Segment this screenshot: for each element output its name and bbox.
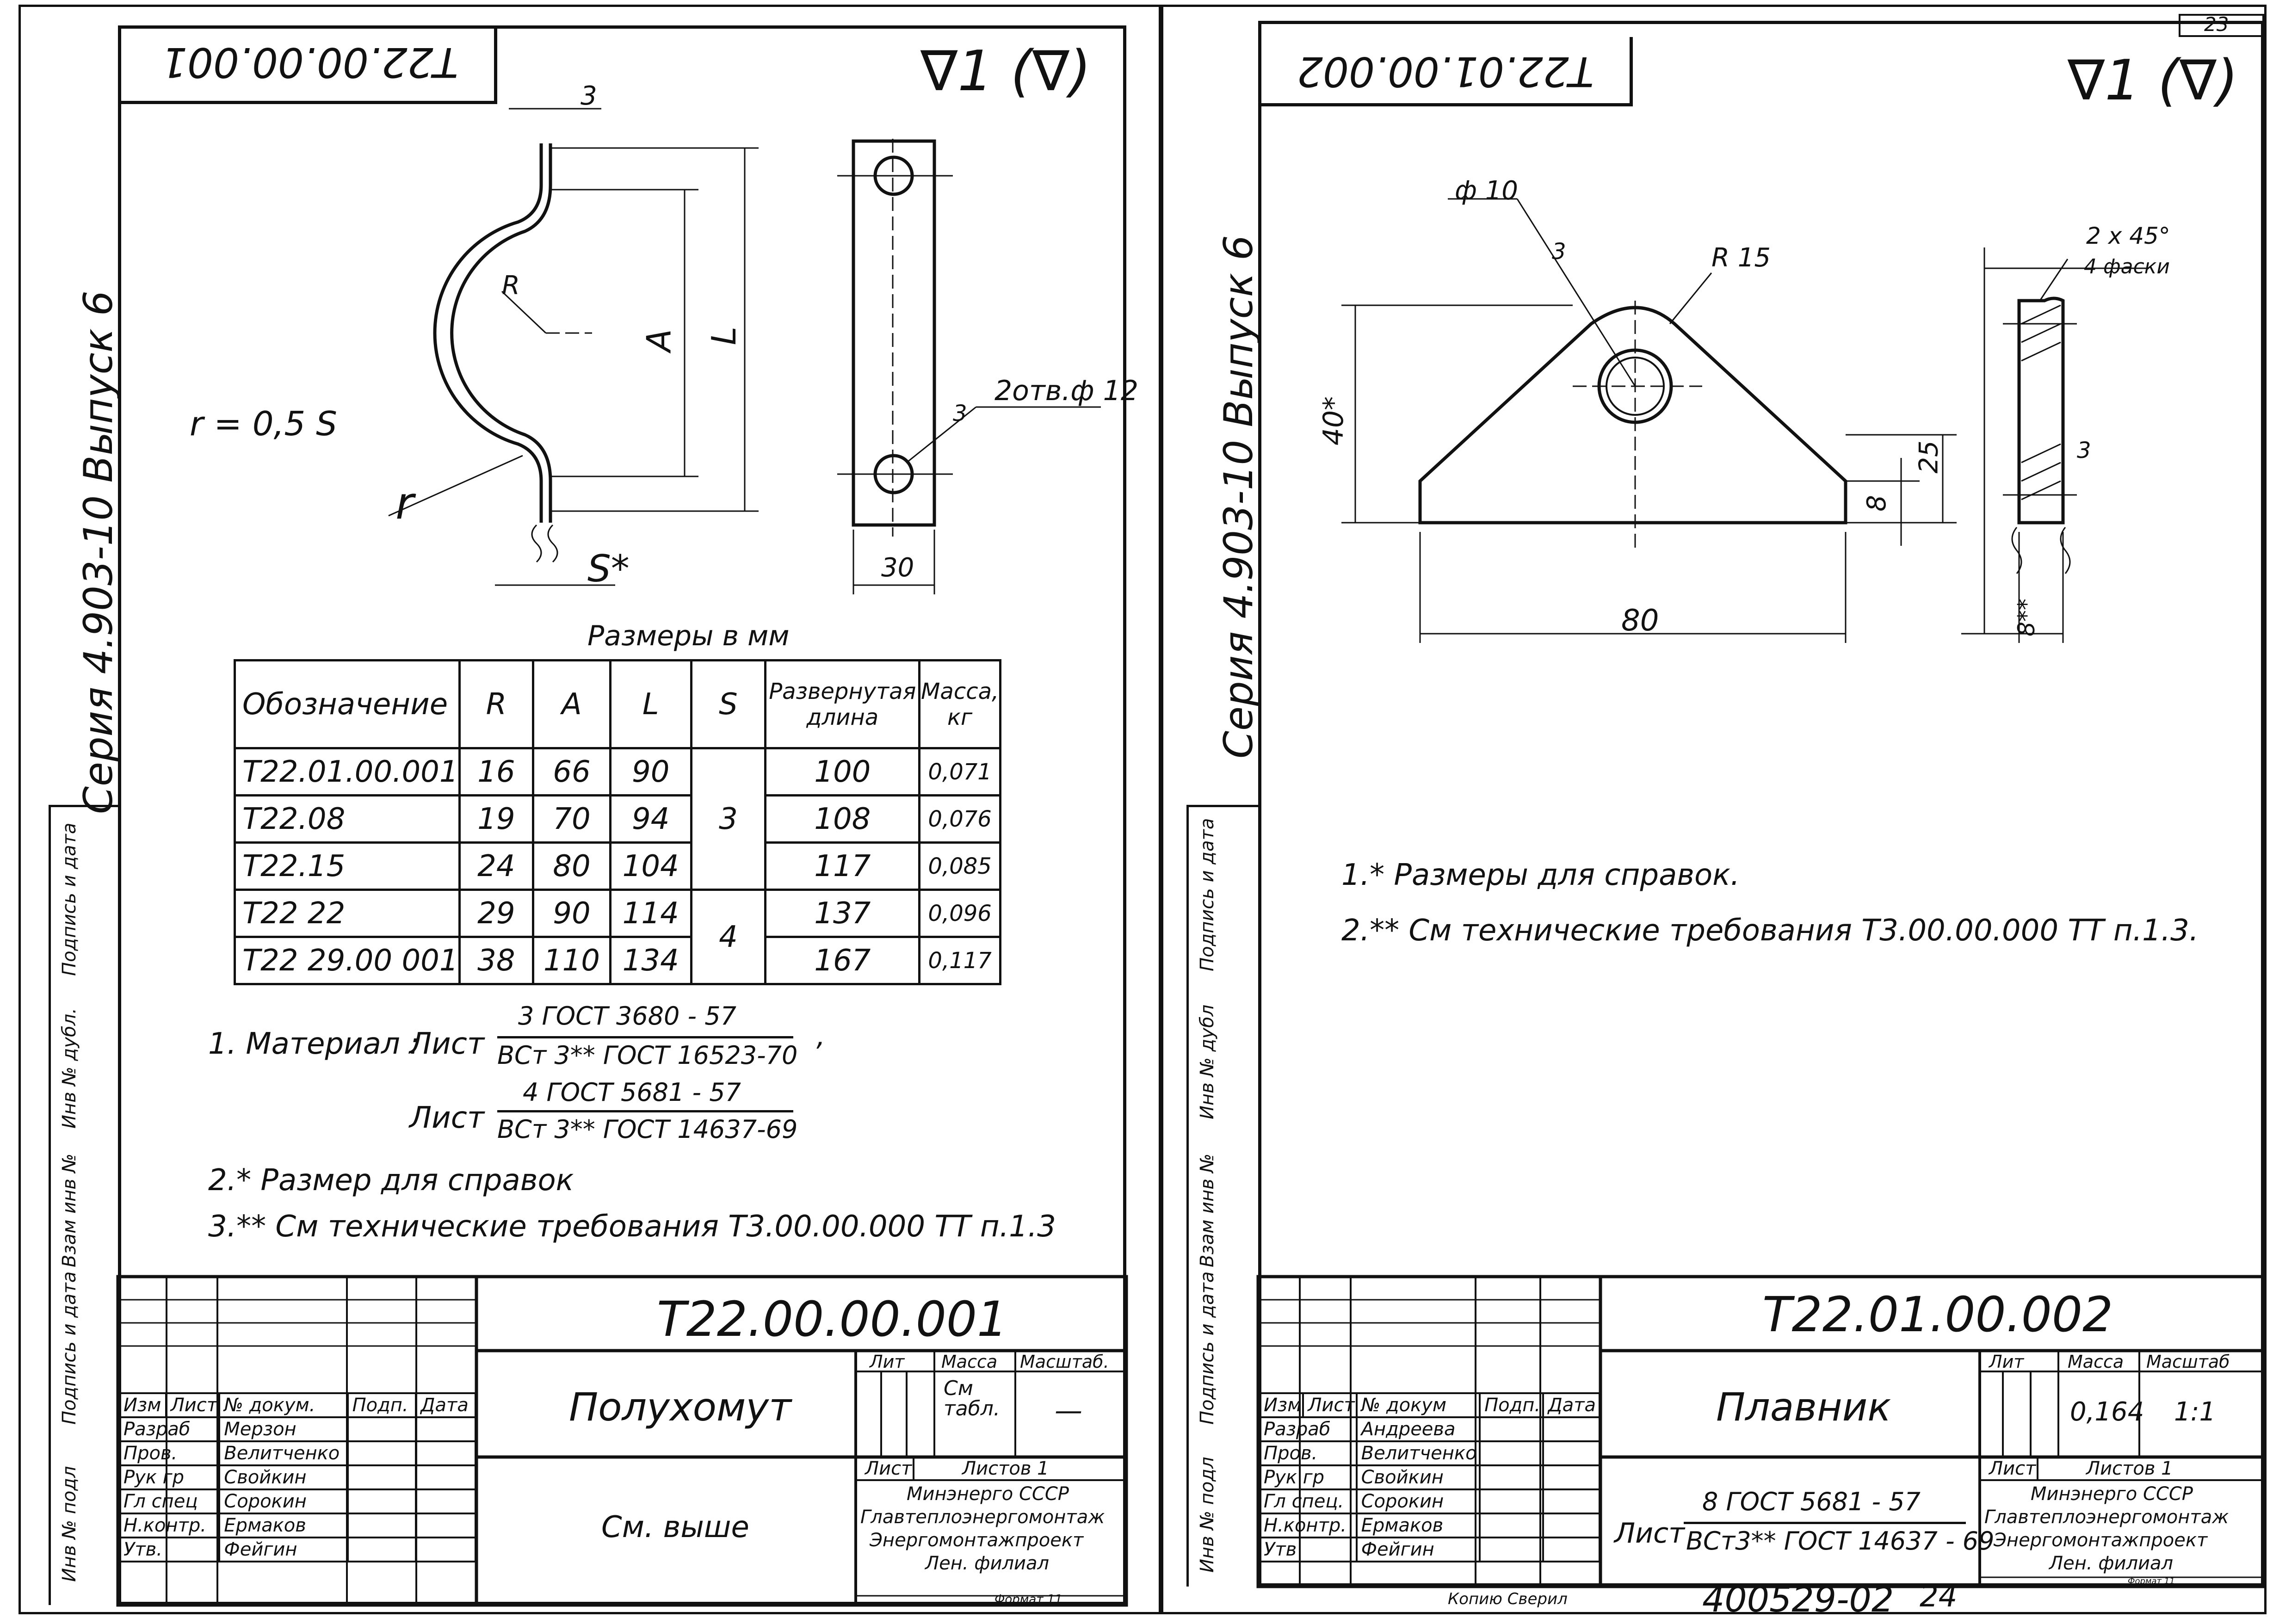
sig-date [1543, 1417, 1600, 1441]
cell: 0,117 [920, 937, 1001, 984]
left-side-label-0: Подпись и дата [59, 822, 80, 976]
right-roughness-3a: 3 [1552, 239, 1566, 265]
cell: 19 [459, 796, 533, 843]
th-L: L [610, 661, 691, 748]
right-roughness-mark: ∇1 (∇) [2068, 49, 2238, 113]
cell: 137 [766, 890, 920, 937]
right-rotated-code: Т22.01.00.002 [1297, 48, 1594, 95]
left-org-2: Энергомонтажпроект [870, 1530, 1084, 1551]
left-material-prefix: 1. Материал : [208, 1027, 420, 1061]
sig-person: Ермаков [219, 1513, 347, 1538]
th-length: Развернутая длина [766, 661, 920, 748]
sig-role: Пров. [119, 1441, 219, 1465]
sig-person: Сорокин [219, 1489, 347, 1513]
cell: 104 [610, 843, 691, 890]
cell: 0,085 [920, 843, 1001, 890]
cell: 0,076 [920, 796, 1001, 843]
cell: 167 [766, 937, 920, 984]
sig-mark [1480, 1489, 1543, 1513]
bottom-copied-by: Копию Сверил [1448, 1590, 1568, 1608]
sig-date [1543, 1489, 1600, 1513]
left-mass-value: См табл. [944, 1377, 1000, 1420]
cell: 80 [533, 843, 611, 890]
right-sheet-label: Лист [1989, 1458, 2036, 1479]
sig-person: Андреева [1357, 1417, 1480, 1441]
cell: 117 [766, 843, 920, 890]
sig-header: № докум [1357, 1393, 1480, 1417]
sig-role: Рук гр [1259, 1465, 1357, 1489]
sig-person: Мерзон [219, 1417, 347, 1441]
sig-person: Свойкин [219, 1465, 347, 1489]
sig-role: Разраб [1259, 1417, 1357, 1441]
bottom-inventory: 400529-02 [1702, 1579, 1894, 1620]
right-side-label-4: Инв № подл [1197, 1457, 1218, 1573]
sig-person: Ермаков [1357, 1513, 1480, 1538]
right-roughness-3b: 3 [2077, 438, 2091, 463]
sig-role: Утв. [119, 1538, 219, 1562]
bottom-sheet: 24 [1920, 1580, 1958, 1614]
left-org-3: Лен. филиал [925, 1553, 1050, 1574]
left-frac2-bottom: ВСт 3** ГОСТ 14637-69 [497, 1115, 798, 1144]
right-title-code: Т22.01.00.002 [1762, 1286, 2113, 1343]
cell: 0,096 [920, 890, 1001, 937]
left-formula: r = 0,5 S [190, 404, 337, 443]
left-sheet-word-1: Лист [409, 1027, 485, 1061]
cell: 114 [610, 890, 691, 937]
left-table-caption: Размеры в мм [587, 620, 790, 652]
sig-mark [1480, 1513, 1543, 1538]
right-mass-value: 0,164 [2070, 1397, 2144, 1427]
left-label-R: R [502, 271, 520, 301]
right-org-3: Лен. филиал [2049, 1553, 2174, 1574]
cell: 134 [610, 937, 691, 984]
left-sheet-label: Лист [865, 1458, 912, 1479]
sig-header: Лист [166, 1393, 220, 1417]
right-org-0: Минэнерго СССР [2031, 1483, 2193, 1505]
cell: 90 [533, 890, 611, 937]
left-title-material: См. выше [601, 1510, 749, 1544]
page-number: 23 [2204, 13, 2229, 36]
right-chamfer-note: 4 фаски [2084, 255, 2170, 278]
th-mass: Масса, кг [920, 661, 1001, 748]
cell: 24 [459, 843, 533, 890]
right-chamfer: 2 x 45° [2086, 222, 2170, 249]
cell: 108 [766, 796, 920, 843]
left-side-label-1: Инв № дубл. [59, 1008, 80, 1129]
left-sheet-word-2: Лист [409, 1101, 485, 1135]
sig-person: Фейгин [219, 1538, 347, 1562]
right-thickness: 8** [2013, 599, 2040, 636]
left-lit-label: Лит [870, 1352, 905, 1372]
right-frac-top: 8 ГОСТ 5681 - 57 [1702, 1487, 1921, 1516]
right-scale-label: Масштаб [2146, 1352, 2230, 1372]
left-scale-value: — [1055, 1395, 1082, 1427]
right-lit-label: Лит [1989, 1352, 2024, 1372]
sig-header: Изм [119, 1393, 166, 1417]
right-side-label-2: Взам инв № [1197, 1153, 1218, 1267]
left-frac2-top: 4 ГОСТ 5681 - 57 [523, 1078, 741, 1107]
right-side-label-3: Подпись и дата [1197, 1271, 1218, 1425]
left-label-L: L [704, 326, 744, 346]
sig-person: Свойкин [1357, 1465, 1480, 1489]
left-frac1-top: 3 ГОСТ 3680 - 57 [518, 1001, 736, 1031]
right-dim-25: 25 [1914, 440, 1944, 474]
left-note-3: 3.** См технические требования Т3.00.00.000 ТТ п.1.3 [208, 1210, 1056, 1244]
left-frac1-bottom: ВСт 3** ГОСТ 16523-70 [497, 1041, 798, 1070]
left-label-S: S* [587, 547, 630, 590]
left-format: Формат 11 [994, 1593, 1062, 1606]
cell: 70 [533, 796, 611, 843]
cell: 16 [459, 748, 533, 796]
sig-header: № докум. [219, 1393, 347, 1417]
right-mass-label: Масса [2068, 1352, 2124, 1372]
left-sheets-label: Листов 1 [962, 1458, 1049, 1479]
sig-date [1543, 1538, 1600, 1562]
sig-role: Гл спец. [1259, 1489, 1357, 1513]
cell: 38 [459, 937, 533, 984]
right-dim-8: 8 [1861, 495, 1892, 512]
left-mass-label: Масса [941, 1352, 998, 1372]
right-side-label-0: Подпись и дата [1197, 818, 1218, 971]
right-width-80: 80 [1621, 604, 1659, 638]
th-designation: Обозначение [235, 661, 460, 748]
left-side-label-3: Подпись и дата [59, 1271, 80, 1425]
cell-s-merged: 3 [691, 748, 766, 890]
sig-mark [1480, 1441, 1543, 1465]
left-title-name: Полухомут [569, 1384, 792, 1430]
left-rotated-code: Т22.00.00.001 [161, 38, 458, 86]
th-A: A [533, 661, 611, 748]
sig-role: Гл спец [119, 1489, 219, 1513]
sig-mark [1480, 1417, 1543, 1441]
left-title-code: Т22.00.00.001 [657, 1291, 1008, 1347]
left-roughness-3: 3 [953, 401, 967, 426]
cell: 100 [766, 748, 920, 796]
right-frac-line [1684, 1522, 1966, 1524]
cell-s-merged: 4 [691, 890, 766, 984]
left-org-0: Минэнерго СССР [907, 1483, 1069, 1505]
right-sheet-word: Лист [1614, 1517, 1685, 1550]
cell: Т22.08 [235, 796, 460, 843]
sig-person: Сорокин [1357, 1489, 1480, 1513]
left-series-label: Серия 4.903-10 Выпуск 6 [75, 290, 122, 814]
sig-role: Н.контр. [119, 1513, 219, 1538]
cell: 110 [533, 937, 611, 984]
right-signature-table [1258, 1392, 1600, 1562]
cell: 94 [610, 796, 691, 843]
left-roughness-mark: ∇1 (∇) [920, 39, 1091, 104]
right-title-name: Плавник [1716, 1384, 1891, 1430]
left-scale-label: Масштаб. [1020, 1352, 1109, 1372]
cell: 90 [610, 748, 691, 796]
th-R: R [459, 661, 533, 748]
left-label-A: A [639, 329, 679, 352]
left-org-1: Главтеплоэнергомонтаж [860, 1507, 1105, 1528]
cell: 29 [459, 890, 533, 937]
sig-header: Изм [1259, 1393, 1303, 1417]
left-comma: , [816, 1020, 826, 1052]
right-height-label: 40* [1317, 396, 1350, 446]
sig-date [1543, 1513, 1600, 1538]
right-scale-value: 1:1 [2174, 1397, 2216, 1427]
left-holes-note: 2отв.ф 12 [994, 375, 1138, 407]
sig-role: Пров. [1259, 1441, 1357, 1465]
sig-person: Фейгин [1357, 1538, 1480, 1562]
sig-role: Утв [1259, 1538, 1357, 1562]
right-radius-label: R 15 [1711, 243, 1771, 273]
th-S: S [691, 661, 766, 748]
cell: 66 [533, 748, 611, 796]
sig-role: Рук гр [119, 1465, 219, 1489]
left-label-r: r [395, 477, 414, 529]
right-series-label: Серия 4.903-10 Выпуск 6 [1216, 235, 1262, 759]
sig-mark [1480, 1465, 1543, 1489]
right-side-label-1: Инв № дубл [1197, 1004, 1218, 1119]
sig-role: Н.контр. [1259, 1513, 1357, 1538]
sig-header: Дата [1543, 1393, 1600, 1417]
right-note-1: 1.* Размеры для справок. [1341, 858, 1740, 892]
cell: Т22 29.00 001 [235, 937, 460, 984]
cell: Т22 22 [235, 890, 460, 937]
right-note-2: 2.** См технические требования Т3.00.00.000 ТТ п.1.3. [1341, 914, 2199, 948]
cell: 0,071 [920, 748, 1001, 796]
sig-date [1543, 1465, 1600, 1489]
left-note-2: 2.* Размер для справок [208, 1163, 574, 1198]
right-org-1: Главтеплоэнергомонтаж [1984, 1507, 2229, 1528]
right-sheets-label: Листов 1 [2086, 1458, 2173, 1479]
right-org-2: Энергомонтажпроект [1994, 1530, 2208, 1551]
sig-mark [1480, 1538, 1543, 1562]
right-hole-label: ф 10 [1455, 176, 1518, 206]
sig-header: Подп. [348, 1393, 416, 1417]
sig-date [1543, 1441, 1600, 1465]
sig-person: Велитченко [1357, 1441, 1480, 1465]
sig-header: Подп. [1480, 1393, 1543, 1417]
sig-header: Лист [1303, 1393, 1356, 1417]
sig-header: Дата [416, 1393, 476, 1417]
cell: Т22.01.00.001 [235, 748, 460, 796]
right-frac-bottom: ВСт3** ГОСТ 14637 - 69 [1686, 1526, 1995, 1556]
left-dim-3: 3 [581, 81, 597, 111]
left-side-label-2: Взам инв № [59, 1153, 80, 1267]
right-format: Формат 11 [2128, 1576, 2175, 1586]
left-width-30: 30 [881, 553, 914, 583]
left-side-label-4: Инв № подл [59, 1466, 80, 1582]
cell: Т22.15 [235, 843, 460, 890]
sig-role: Разраб [119, 1417, 219, 1441]
sig-person: Велитченко [219, 1441, 347, 1465]
